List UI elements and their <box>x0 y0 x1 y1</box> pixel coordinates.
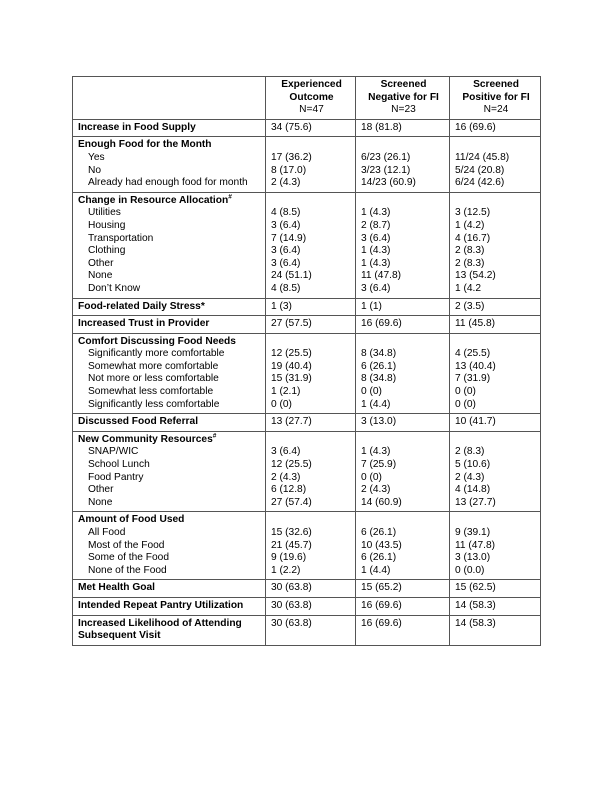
cell-value: 3 (6.4) <box>271 257 301 269</box>
cell-value: 3 (12.5) <box>455 207 491 219</box>
value-spacer <box>271 434 352 447</box>
row-title <box>78 416 262 429</box>
header-blank-cell <box>73 77 266 120</box>
value-spacer <box>361 336 446 349</box>
cell-value: 11 (45.8) <box>455 318 496 330</box>
row-label-cell <box>73 431 266 512</box>
table-body <box>73 119 541 645</box>
value-spacer <box>361 139 446 152</box>
row-title <box>78 139 262 152</box>
cell-value: 0 (0) <box>361 471 382 483</box>
cell-value: 4 (8.5) <box>271 282 301 294</box>
cell-value: 13 (40.4) <box>455 360 496 372</box>
row-sublabel: Somewhat less comfortable <box>88 386 214 398</box>
row-title <box>78 582 262 595</box>
value-cell <box>356 119 450 137</box>
cell-value: 30 (63.8) <box>271 582 312 594</box>
cell-value: 15 (62.5) <box>455 582 496 594</box>
cell-value: 0 (0) <box>361 386 382 398</box>
row-sublabel: All Food <box>88 527 126 538</box>
cell-value: 30 (63.8) <box>271 599 312 611</box>
row-title-text: New Community Resources <box>78 433 213 445</box>
value-cell <box>356 580 450 598</box>
row-title <box>78 514 262 527</box>
cell-value: 21 (45.7) <box>271 539 312 551</box>
column-title: Screened Positive for FI <box>462 79 530 103</box>
row-sublabel: No <box>88 164 102 176</box>
cell-value: 7 (31.9) <box>455 373 491 385</box>
cell-value: 8 (34.8) <box>361 348 397 360</box>
cell-value: 6/24 (42.6) <box>455 177 505 189</box>
outcomes-table <box>72 76 541 646</box>
value-spacer <box>455 434 537 447</box>
column-n: N=47 <box>299 104 324 116</box>
row-sublabel: Already had enough food for month <box>88 177 248 189</box>
value-spacer <box>361 195 446 208</box>
cell-value: 2 (4.3) <box>271 177 301 189</box>
row-title-text: Intended Repeat Pantry Utilization <box>78 599 244 611</box>
cell-value: 16 (69.6) <box>361 318 402 330</box>
value-spacer <box>455 195 537 208</box>
cell-value: 3/23 (12.1) <box>361 164 411 176</box>
value-cell <box>450 333 541 414</box>
cell-value: 11/24 (45.8) <box>455 151 510 163</box>
row-sublabel: Not more or less comfortable <box>88 373 219 385</box>
value-cell <box>356 597 450 615</box>
cell-value: 24 (51.1) <box>271 270 312 282</box>
row-sublabel: Clothing <box>88 245 126 257</box>
row-title <box>78 301 262 314</box>
row-sublabel: Some of the Food <box>88 552 169 564</box>
cell-value: 19 (40.4) <box>271 360 312 372</box>
row-label-cell <box>73 192 266 298</box>
value-spacer <box>271 514 352 527</box>
cell-value: 14 (58.3) <box>455 599 496 611</box>
value-cell <box>356 192 450 298</box>
row-sublabel: Other <box>88 484 114 496</box>
row-sublabel: None of the Food <box>88 564 167 576</box>
cell-value: 2 (4.3) <box>271 471 301 483</box>
row-title-text: Discussed Food Referral <box>78 416 199 428</box>
column-n: N=23 <box>391 104 416 116</box>
cell-value: 1 (2.2) <box>271 564 301 576</box>
value-cell <box>266 316 356 334</box>
cell-value: 1 (2.1) <box>271 386 301 398</box>
row-title-text: Amount of Food Used <box>78 514 185 526</box>
cell-value: 1 (4.4) <box>361 398 391 410</box>
cell-value: 2 (3.5) <box>455 300 485 312</box>
value-cell <box>356 137 450 192</box>
value-spacer <box>271 195 352 208</box>
row-title <box>78 195 262 208</box>
cell-value: 8 (34.8) <box>361 373 397 385</box>
value-spacer <box>271 336 352 349</box>
cell-value: 5 (10.6) <box>455 459 491 471</box>
value-cell <box>356 298 450 316</box>
table-row <box>73 192 541 298</box>
row-label-cell <box>73 137 266 192</box>
row-title-text: Enough Food for the Month <box>78 139 212 151</box>
cell-value: 11 (47.8) <box>455 539 496 551</box>
cell-value: 18 (81.8) <box>361 121 402 133</box>
value-cell <box>266 119 356 137</box>
cell-value: 4 (14.8) <box>455 484 491 496</box>
column-n: N=24 <box>483 104 509 116</box>
value-cell <box>266 580 356 598</box>
footnote-mark: # <box>228 193 232 201</box>
cell-value: 16 (69.6) <box>361 599 402 611</box>
row-sublabel: Transportation <box>88 232 154 244</box>
row-title-text: Change in Resource Allocation <box>78 194 229 206</box>
row-sublabel: Utilities <box>88 207 121 219</box>
value-cell <box>450 192 541 298</box>
cell-value: 2 (8.3) <box>455 245 485 257</box>
footnote-mark: # <box>212 432 217 440</box>
value-cell <box>356 615 450 645</box>
column-title: Screened Negative for FI <box>368 79 439 103</box>
value-cell <box>266 431 356 512</box>
cell-value: 3 (6.4) <box>361 282 391 294</box>
table-row <box>73 580 541 598</box>
table-row <box>73 333 541 414</box>
value-spacer <box>361 434 446 447</box>
cell-value: 2 (8.7) <box>361 219 391 231</box>
cell-value: 0 (0) <box>455 398 476 410</box>
table-row <box>73 512 541 580</box>
cell-value: 15 (65.2) <box>361 582 402 594</box>
cell-value: 7 (25.9) <box>361 459 397 471</box>
cell-value: 9 (39.1) <box>455 527 491 538</box>
row-label-cell <box>73 414 266 432</box>
cell-value: 27 (57.5) <box>271 318 312 330</box>
value-cell <box>266 137 356 192</box>
row-title <box>78 434 262 447</box>
row-label-cell <box>73 580 266 598</box>
row-title-text: Comfort Discussing Food Needs <box>78 335 236 347</box>
value-cell <box>450 580 541 598</box>
cell-value: 10 (43.5) <box>361 539 402 551</box>
value-cell <box>450 316 541 334</box>
row-sublabel: Other <box>88 257 114 269</box>
cell-value: 12 (25.5) <box>271 459 312 471</box>
cell-value: 3 (13.0) <box>361 416 397 428</box>
cell-value: 15 (31.9) <box>271 373 312 385</box>
value-spacer <box>455 139 537 152</box>
cell-value: 13 (27.7) <box>455 496 496 508</box>
value-cell <box>356 431 450 512</box>
value-spacer <box>455 336 537 349</box>
cell-value: 16 (69.6) <box>455 121 496 133</box>
cell-value: 6 (26.1) <box>361 360 397 372</box>
value-cell <box>356 512 450 580</box>
value-cell <box>450 512 541 580</box>
cell-value: 2 (4.3) <box>361 484 391 496</box>
cell-value: 1 (4.2) <box>455 219 485 231</box>
value-spacer <box>271 139 352 152</box>
column-title: Experienced Outcome <box>281 79 342 103</box>
header-row <box>73 77 541 120</box>
value-cell <box>450 431 541 512</box>
row-sublabel: Significantly less comfortable <box>88 398 220 410</box>
table-row <box>73 597 541 615</box>
cell-value: 0 (0.0) <box>455 564 485 576</box>
row-title <box>78 336 262 349</box>
value-spacer <box>361 514 446 527</box>
value-cell <box>266 333 356 414</box>
cell-value: 6/23 (26.1) <box>361 151 411 163</box>
value-cell <box>266 597 356 615</box>
row-title <box>78 618 262 643</box>
table-row <box>73 119 541 137</box>
cell-value: 3 (6.4) <box>361 232 391 244</box>
cell-value: 1 (4.3) <box>361 245 391 257</box>
row-label-cell <box>73 512 266 580</box>
cell-value: 1 (4.2 <box>455 282 482 294</box>
row-sublabel: Significantly more comfortable <box>88 348 225 360</box>
row-sublabel: Food Pantry <box>88 471 144 483</box>
row-title-text: Met Health Goal <box>78 582 155 594</box>
row-sublabel: None <box>88 270 113 282</box>
table-row <box>73 137 541 192</box>
row-label-cell <box>73 597 266 615</box>
value-cell <box>266 192 356 298</box>
cell-value: 6 (26.1) <box>361 527 397 538</box>
cell-value: 15 (32.6) <box>271 527 312 538</box>
value-cell <box>266 298 356 316</box>
cell-value: 6 (12.8) <box>271 484 307 496</box>
value-cell <box>450 615 541 645</box>
cell-value: 5/24 (20.8) <box>455 164 505 176</box>
row-sublabel: School Lunch <box>88 459 150 471</box>
row-title <box>78 600 262 613</box>
cell-value: 1 (4.4) <box>361 564 391 576</box>
row-sublabel: Housing <box>88 219 126 231</box>
column-header-negative <box>356 77 450 120</box>
value-cell <box>266 512 356 580</box>
row-label-cell <box>73 316 266 334</box>
cell-value: 7 (14.9) <box>271 232 307 244</box>
value-cell <box>450 119 541 137</box>
row-sublabel: Somewhat more comfortable <box>88 360 219 372</box>
cell-value: 1 (1) <box>361 300 382 312</box>
row-label-cell <box>73 333 266 414</box>
cell-value: 27 (57.4) <box>271 496 312 508</box>
value-cell <box>450 414 541 432</box>
cell-value: 3 (13.0) <box>455 552 491 564</box>
row-label-cell <box>73 298 266 316</box>
column-header-positive <box>450 77 541 120</box>
cell-value: 14 (58.3) <box>455 617 496 629</box>
cell-value: 14/23 (60.9) <box>361 177 416 189</box>
table-row <box>73 414 541 432</box>
row-title <box>78 318 262 331</box>
cell-value: 16 (69.6) <box>361 617 402 629</box>
row-sublabel: SNAP/WIC <box>88 446 139 458</box>
cell-value: 3 (6.4) <box>271 219 301 231</box>
value-cell <box>266 615 356 645</box>
value-cell <box>450 298 541 316</box>
cell-value: 13 (54.2) <box>455 270 496 282</box>
cell-value: 11 (47.8) <box>361 270 402 282</box>
cell-value: 10 (41.7) <box>455 416 496 428</box>
cell-value: 17 (36.2) <box>271 151 312 163</box>
cell-value: 13 (27.7) <box>271 416 312 428</box>
row-title <box>78 122 262 135</box>
cell-value: 14 (60.9) <box>361 496 402 508</box>
cell-value: 6 (26.1) <box>361 552 397 564</box>
column-header-experienced <box>266 77 356 120</box>
cell-value: 4 (16.7) <box>455 232 491 244</box>
value-spacer <box>455 514 537 527</box>
value-cell <box>356 316 450 334</box>
row-sublabel: Don’t Know <box>88 282 141 294</box>
value-cell <box>356 333 450 414</box>
row-label-cell <box>73 615 266 645</box>
value-cell <box>450 597 541 615</box>
row-sublabel: Most of the Food <box>88 539 165 551</box>
cell-value: 0 (0) <box>271 398 292 410</box>
row-title-text: Increase in Food Supply <box>78 121 196 133</box>
cell-value: 1 (4.3) <box>361 257 391 269</box>
table-row <box>73 431 541 512</box>
value-cell <box>356 414 450 432</box>
cell-value: 1 (4.3) <box>361 446 391 458</box>
cell-value: 2 (4.3) <box>455 471 485 483</box>
cell-value: 34 (75.6) <box>271 121 312 133</box>
value-cell <box>266 414 356 432</box>
table-row <box>73 615 541 645</box>
cell-value: 2 (8.3) <box>455 446 485 458</box>
row-sublabel: None <box>88 496 113 508</box>
cell-value: 4 (25.5) <box>455 348 491 360</box>
row-title-text: Food-related Daily Stress* <box>78 300 205 312</box>
cell-value: 3 (6.4) <box>271 245 301 257</box>
table-row <box>73 298 541 316</box>
cell-value: 1 (3) <box>271 300 292 312</box>
cell-value: 4 (8.5) <box>271 207 301 219</box>
row-title-text: Increased Trust in Provider <box>78 318 210 330</box>
value-cell <box>450 137 541 192</box>
cell-value: 9 (19.6) <box>271 552 307 564</box>
row-label-cell <box>73 119 266 137</box>
table-row <box>73 316 541 334</box>
cell-value: 2 (8.3) <box>455 257 485 269</box>
cell-value: 12 (25.5) <box>271 348 312 360</box>
row-sublabel: Yes <box>88 151 105 163</box>
row-title-text: Increased Likelihood of Attending Subsequent Visit <box>78 617 242 642</box>
cell-value: 30 (63.8) <box>271 617 312 629</box>
cell-value: 3 (6.4) <box>271 446 301 458</box>
cell-value: 8 (17.0) <box>271 164 307 176</box>
cell-value: 0 (0) <box>455 386 476 398</box>
cell-value: 1 (4.3) <box>361 207 391 219</box>
